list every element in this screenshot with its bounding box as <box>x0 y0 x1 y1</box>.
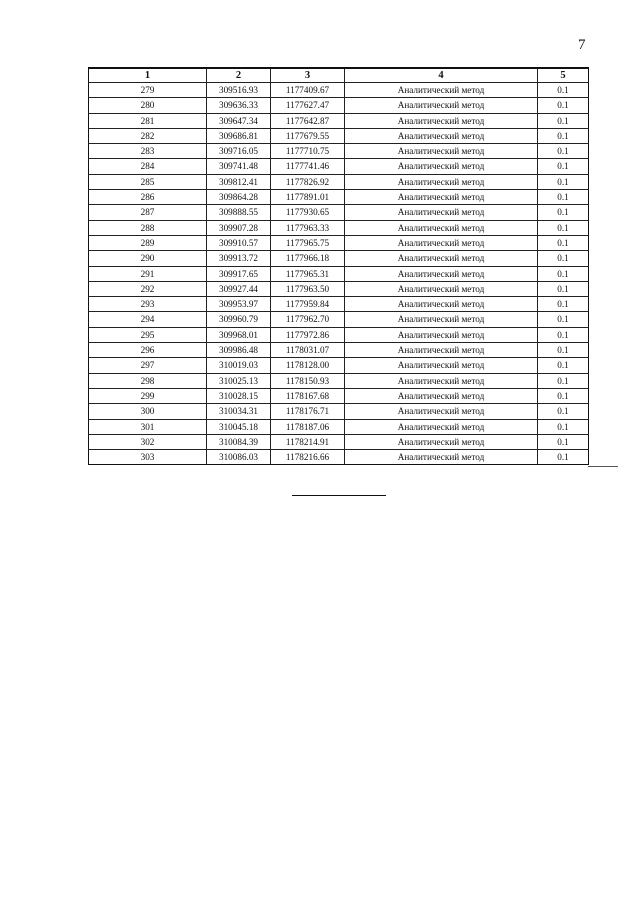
y-coordinate-cell: 1177965.75 <box>271 235 345 250</box>
method-cell: Аналитический метод <box>345 251 538 266</box>
method-cell: Аналитический метод <box>345 404 538 419</box>
accuracy-cell: 0.1 <box>538 266 589 281</box>
method-cell: Аналитический метод <box>345 327 538 342</box>
point-number-cell: 280 <box>89 98 207 113</box>
accuracy-cell: 0.1 <box>538 251 589 266</box>
y-coordinate-cell: 1177642.87 <box>271 113 345 128</box>
y-coordinate-cell: 1177963.50 <box>271 281 345 296</box>
accuracy-cell: 0.1 <box>538 144 589 159</box>
accuracy-cell: 0.1 <box>538 113 589 128</box>
coordinates-table <box>88 67 589 465</box>
accuracy-cell: 0.1 <box>538 343 589 358</box>
method-cell: Аналитический метод <box>345 128 538 143</box>
table-edge-line <box>588 466 618 467</box>
point-number-cell: 294 <box>89 312 207 327</box>
x-coordinate-cell: 310028.15 <box>207 388 271 403</box>
method-cell: Аналитический метод <box>345 450 538 465</box>
x-coordinate-cell: 310084.39 <box>207 434 271 449</box>
point-number-cell: 290 <box>89 251 207 266</box>
table-row <box>89 174 589 189</box>
y-coordinate-cell: 1177962.70 <box>271 312 345 327</box>
column-header: 1 <box>89 68 207 83</box>
y-coordinate-cell: 1178128.00 <box>271 358 345 373</box>
x-coordinate-cell: 309953.97 <box>207 297 271 312</box>
point-number-cell: 284 <box>89 159 207 174</box>
column-header: 2 <box>207 68 271 83</box>
table-row <box>89 98 589 113</box>
table-row <box>89 281 589 296</box>
x-coordinate-cell: 309864.28 <box>207 190 271 205</box>
x-coordinate-cell: 309917.65 <box>207 266 271 281</box>
x-coordinate-cell: 309913.72 <box>207 251 271 266</box>
table-row <box>89 83 589 98</box>
x-coordinate-cell: 309636.33 <box>207 98 271 113</box>
y-coordinate-cell: 1178216.66 <box>271 450 345 465</box>
y-coordinate-cell: 1177965.31 <box>271 266 345 281</box>
point-number-cell: 291 <box>89 266 207 281</box>
accuracy-cell: 0.1 <box>538 312 589 327</box>
x-coordinate-cell: 309516.93 <box>207 83 271 98</box>
method-cell: Аналитический метод <box>345 297 538 312</box>
y-coordinate-cell: 1178150.93 <box>271 373 345 388</box>
point-number-cell: 282 <box>89 128 207 143</box>
method-cell: Аналитический метод <box>345 190 538 205</box>
y-coordinate-cell: 1177679.55 <box>271 128 345 143</box>
y-coordinate-cell: 1177966.18 <box>271 251 345 266</box>
accuracy-cell: 0.1 <box>538 190 589 205</box>
accuracy-cell: 0.1 <box>538 281 589 296</box>
table-row <box>89 266 589 281</box>
point-number-cell: 295 <box>89 327 207 342</box>
point-number-cell: 287 <box>89 205 207 220</box>
method-cell: Аналитический метод <box>345 83 538 98</box>
accuracy-cell: 0.1 <box>538 434 589 449</box>
accuracy-cell: 0.1 <box>538 373 589 388</box>
table-row <box>89 358 589 373</box>
table-row <box>89 190 589 205</box>
x-coordinate-cell: 309716.05 <box>207 144 271 159</box>
accuracy-cell: 0.1 <box>538 205 589 220</box>
page-number: 7 <box>578 37 586 53</box>
table-row <box>89 159 589 174</box>
y-coordinate-cell: 1177959.84 <box>271 297 345 312</box>
accuracy-cell: 0.1 <box>538 98 589 113</box>
x-coordinate-cell: 309686.81 <box>207 128 271 143</box>
table-row <box>89 113 589 128</box>
point-number-cell: 302 <box>89 434 207 449</box>
x-coordinate-cell: 310045.18 <box>207 419 271 434</box>
method-cell: Аналитический метод <box>345 388 538 403</box>
x-coordinate-cell: 309907.28 <box>207 220 271 235</box>
table-row <box>89 388 589 403</box>
accuracy-cell: 0.1 <box>538 174 589 189</box>
accuracy-cell: 0.1 <box>538 128 589 143</box>
x-coordinate-cell: 309888.55 <box>207 205 271 220</box>
y-coordinate-cell: 1177963.33 <box>271 220 345 235</box>
x-coordinate-cell: 310086.03 <box>207 450 271 465</box>
point-number-cell: 292 <box>89 281 207 296</box>
column-header: 4 <box>345 68 538 83</box>
table-body <box>89 83 589 465</box>
table-row <box>89 312 589 327</box>
x-coordinate-cell: 309741.48 <box>207 159 271 174</box>
point-number-cell: 279 <box>89 83 207 98</box>
method-cell: Аналитический метод <box>345 205 538 220</box>
y-coordinate-cell: 1177710.75 <box>271 144 345 159</box>
method-cell: Аналитический метод <box>345 113 538 128</box>
x-coordinate-cell: 309910.57 <box>207 235 271 250</box>
x-coordinate-cell: 309812.41 <box>207 174 271 189</box>
table-row <box>89 128 589 143</box>
y-coordinate-cell: 1177972.86 <box>271 327 345 342</box>
table-row <box>89 373 589 388</box>
accuracy-cell: 0.1 <box>538 159 589 174</box>
table-row <box>89 419 589 434</box>
table-header-row <box>89 68 589 83</box>
table-row <box>89 343 589 358</box>
y-coordinate-cell: 1178214.91 <box>271 434 345 449</box>
x-coordinate-cell: 309986.48 <box>207 343 271 358</box>
accuracy-cell: 0.1 <box>538 358 589 373</box>
accuracy-cell: 0.1 <box>538 404 589 419</box>
point-number-cell: 303 <box>89 450 207 465</box>
method-cell: Аналитический метод <box>345 174 538 189</box>
y-coordinate-cell: 1177826.92 <box>271 174 345 189</box>
y-coordinate-cell: 1178167.68 <box>271 388 345 403</box>
table-row <box>89 251 589 266</box>
method-cell: Аналитический метод <box>345 235 538 250</box>
point-number-cell: 298 <box>89 373 207 388</box>
y-coordinate-cell: 1177741.46 <box>271 159 345 174</box>
end-of-document-rule <box>292 495 386 496</box>
point-number-cell: 286 <box>89 190 207 205</box>
accuracy-cell: 0.1 <box>538 388 589 403</box>
x-coordinate-cell: 309927.44 <box>207 281 271 296</box>
accuracy-cell: 0.1 <box>538 83 589 98</box>
table-row <box>89 327 589 342</box>
x-coordinate-cell: 309647.34 <box>207 113 271 128</box>
method-cell: Аналитический метод <box>345 281 538 296</box>
table-row <box>89 404 589 419</box>
method-cell: Аналитический метод <box>345 159 538 174</box>
method-cell: Аналитический метод <box>345 144 538 159</box>
method-cell: Аналитический метод <box>345 373 538 388</box>
accuracy-cell: 0.1 <box>538 327 589 342</box>
method-cell: Аналитический метод <box>345 434 538 449</box>
table-row <box>89 297 589 312</box>
y-coordinate-cell: 1178031.07 <box>271 343 345 358</box>
y-coordinate-cell: 1177930.65 <box>271 205 345 220</box>
method-cell: Аналитический метод <box>345 358 538 373</box>
x-coordinate-cell: 310025.13 <box>207 373 271 388</box>
method-cell: Аналитический метод <box>345 343 538 358</box>
column-header: 3 <box>271 68 345 83</box>
point-number-cell: 289 <box>89 235 207 250</box>
method-cell: Аналитический метод <box>345 220 538 235</box>
column-header: 5 <box>538 68 589 83</box>
x-coordinate-cell: 310034.31 <box>207 404 271 419</box>
accuracy-cell: 0.1 <box>538 297 589 312</box>
table-row <box>89 144 589 159</box>
method-cell: Аналитический метод <box>345 266 538 281</box>
point-number-cell: 283 <box>89 144 207 159</box>
y-coordinate-cell: 1177627.47 <box>271 98 345 113</box>
accuracy-cell: 0.1 <box>538 235 589 250</box>
point-number-cell: 301 <box>89 419 207 434</box>
method-cell: Аналитический метод <box>345 98 538 113</box>
method-cell: Аналитический метод <box>345 312 538 327</box>
point-number-cell: 281 <box>89 113 207 128</box>
y-coordinate-cell: 1177409.67 <box>271 83 345 98</box>
x-coordinate-cell: 309960.79 <box>207 312 271 327</box>
point-number-cell: 293 <box>89 297 207 312</box>
y-coordinate-cell: 1177891.01 <box>271 190 345 205</box>
x-coordinate-cell: 309968.01 <box>207 327 271 342</box>
accuracy-cell: 0.1 <box>538 220 589 235</box>
point-number-cell: 299 <box>89 388 207 403</box>
point-number-cell: 285 <box>89 174 207 189</box>
table-row <box>89 434 589 449</box>
point-number-cell: 300 <box>89 404 207 419</box>
table-row <box>89 205 589 220</box>
point-number-cell: 288 <box>89 220 207 235</box>
accuracy-cell: 0.1 <box>538 419 589 434</box>
table-row <box>89 220 589 235</box>
y-coordinate-cell: 1178187.06 <box>271 419 345 434</box>
y-coordinate-cell: 1178176.71 <box>271 404 345 419</box>
point-number-cell: 297 <box>89 358 207 373</box>
point-number-cell: 296 <box>89 343 207 358</box>
table-row <box>89 235 589 250</box>
x-coordinate-cell: 310019.03 <box>207 358 271 373</box>
accuracy-cell: 0.1 <box>538 450 589 465</box>
method-cell: Аналитический метод <box>345 419 538 434</box>
table-row <box>89 450 589 465</box>
